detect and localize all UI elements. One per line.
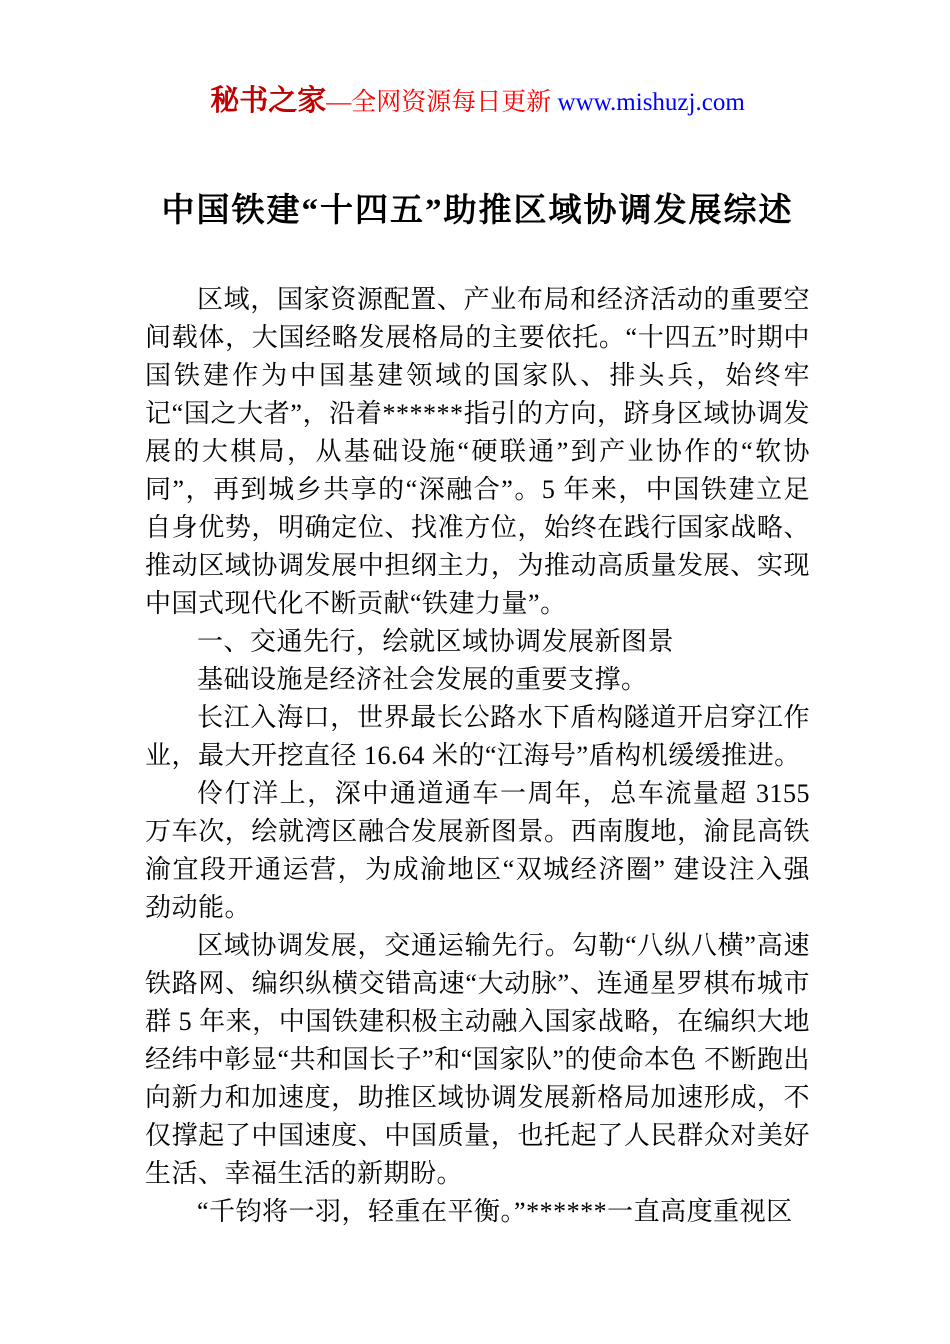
paragraph-quote: “千钧将一羽，轻重在平衡。”******一直高度重视区: [197, 1197, 793, 1226]
document-body: [145, 281, 810, 1231]
paragraph-intro: 区域，国家资源配置、产业布局和经济活动的重要空间载体，大国经略发展格局的主要依托。“十四五”时期中国铁建作为中国基建领域的国家队、排头兵，始终牢记“国之大者”，沿着******指引的方向，跻身区域协调发展的大棋局，从基础设施“硬联通”到产业协作的“软协同”，再到城乡共享的“深融合”。5 年来，中国铁建立足自身优势，明确定位、找准方位，始终在践行国家战略、推动区域协调发展中担纲主力，为推动高质量发展、实现中国式现代化不断贡献“铁建力量”。: [145, 285, 810, 618]
document-title: 中国铁建“十四五”助推区域协调发展综述: [161, 193, 794, 229]
section-heading-1: 一、交通先行，绘就区域协调发展新图景: [197, 627, 675, 656]
paragraph-rail-network: 区域协调发展，交通运输先行。勾勒“八纵八横”高速铁路网、编织纵横交错高速“大动脉”、连通星罗棋布城市群 5 年来，中国铁建积极主动融入国家战略，在编织大地经纬中彰显“共和国长子”和“国家队”的使命本色 不断跑出向新力和加速度，助推区域协调发展新格局加速形成，不仅撑起了中国速度、中国质量，也托起了人民群众对美好生活、幸福生活的新期盼。: [145, 931, 810, 1188]
paragraph-yangtze-tunnel: 长江入海口，世界最长公路水下盾构隧道开启穿江作业，最大开挖直径 16.64 米的“江海号”盾构机缓缓推进。: [145, 703, 810, 770]
document-header: [145, 85, 810, 119]
site-tagline: —全网资源每日更新: [326, 89, 558, 116]
paragraph-infrastructure: 基础设施是经济社会发展的重要支撑。: [197, 665, 648, 694]
site-brand: 秘书之家: [210, 85, 327, 117]
site-url-link[interactable]: www.mishuzj.com: [557, 89, 745, 116]
paragraph-shenzhong-link: 伶仃洋上，深中通道通车一周年，总车流量超 3155 万车次，绘就湾区融合发展新图景。西南腹地，渝昆高铁渝宜段开通运营，为成渝地区“双城经济圈” 建设注入强劲动能。: [145, 779, 810, 922]
